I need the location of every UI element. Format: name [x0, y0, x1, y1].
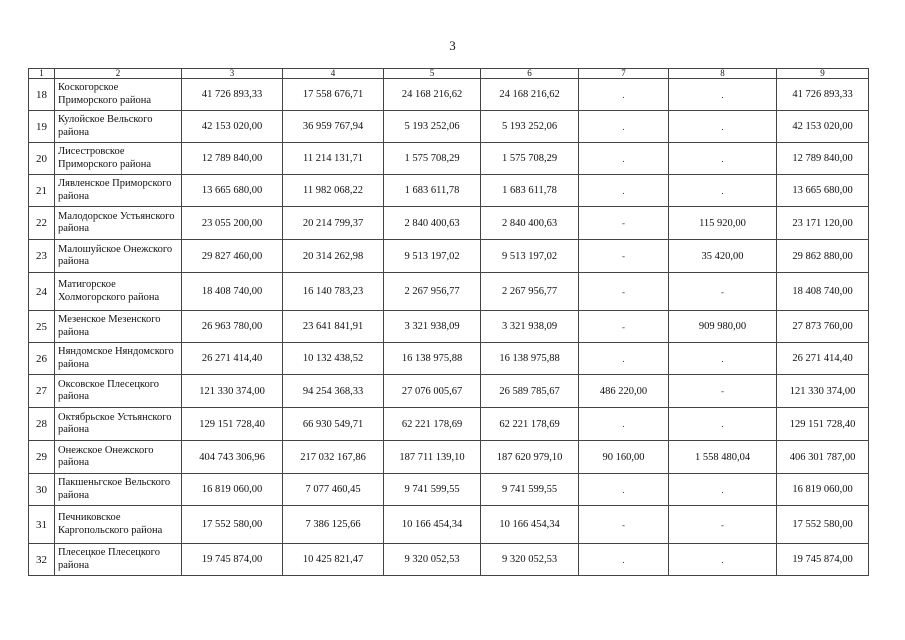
- cell-col-6: 9 320 052,53: [481, 544, 579, 576]
- cell-col-5: 16 138 975,88: [384, 343, 481, 375]
- table-row: [29, 343, 869, 375]
- column-header-3: 3: [182, 69, 283, 79]
- cell-col-4: 16 140 783,23: [283, 273, 384, 311]
- municipality-name: Коскогорское Приморского района: [55, 79, 182, 111]
- municipality-name: Мезенское Мезенского района: [55, 311, 182, 343]
- cell-col-9: 26 271 414,40: [777, 343, 869, 375]
- cell-col-5: 2 267 956,77: [384, 273, 481, 311]
- cell-col-8: .: [669, 408, 777, 441]
- column-header-2: 2: [55, 69, 182, 79]
- cell-col-8: 909 980,00: [669, 311, 777, 343]
- cell-col-9: 42 153 020,00: [777, 111, 869, 143]
- cell-col-5: 27 076 005,67: [384, 375, 481, 408]
- cell-col-6: 3 321 938,09: [481, 311, 579, 343]
- cell-col-5: 3 321 938,09: [384, 311, 481, 343]
- budget-table: [28, 68, 869, 576]
- cell-col-8: .: [669, 143, 777, 175]
- row-number: 26: [29, 343, 55, 375]
- cell-col-7: .: [579, 175, 669, 207]
- municipality-name: Пакшеньгское Вельского района: [55, 474, 182, 506]
- cell-col-4: 11 214 131,71: [283, 143, 384, 175]
- cell-col-4: 217 032 167,86: [283, 441, 384, 474]
- cell-col-3: 12 789 840,00: [182, 143, 283, 175]
- cell-col-6: 26 589 785,67: [481, 375, 579, 408]
- cell-col-9: 41 726 893,33: [777, 79, 869, 111]
- cell-col-8: .: [669, 175, 777, 207]
- cell-col-3: 26 271 414,40: [182, 343, 283, 375]
- cell-col-4: 17 558 676,71: [283, 79, 384, 111]
- table-row: [29, 311, 869, 343]
- cell-col-3: 16 819 060,00: [182, 474, 283, 506]
- cell-col-9: 16 819 060,00: [777, 474, 869, 506]
- row-number: 22: [29, 207, 55, 240]
- cell-col-6: 2 840 400,63: [481, 207, 579, 240]
- municipality-name: Октябрьское Устьянского района: [55, 408, 182, 441]
- row-number: 27: [29, 375, 55, 408]
- cell-col-8: -: [669, 273, 777, 311]
- cell-col-8: .: [669, 79, 777, 111]
- cell-col-8: -: [669, 375, 777, 408]
- cell-col-5: 187 711 139,10: [384, 441, 481, 474]
- table-row: [29, 175, 869, 207]
- page-number: 3: [449, 38, 456, 53]
- cell-col-4: 36 959 767,94: [283, 111, 384, 143]
- column-header-4: 4: [283, 69, 384, 79]
- cell-col-5: 1 575 708,29: [384, 143, 481, 175]
- cell-col-4: 10 132 438,52: [283, 343, 384, 375]
- cell-col-6: 9 513 197,02: [481, 240, 579, 273]
- municipality-name: Онежское Онежского района: [55, 441, 182, 474]
- cell-col-3: 13 665 680,00: [182, 175, 283, 207]
- row-number: 24: [29, 273, 55, 311]
- municipality-name: Лисестровское Приморского района: [55, 143, 182, 175]
- cell-col-6: 9 741 599,55: [481, 474, 579, 506]
- cell-col-5: 10 166 454,34: [384, 506, 481, 544]
- municipality-name: Малодорское Устьянского района: [55, 207, 182, 240]
- row-number: 19: [29, 111, 55, 143]
- cell-col-9: 121 330 374,00: [777, 375, 869, 408]
- cell-col-9: 12 789 840,00: [777, 143, 869, 175]
- cell-col-7: -: [579, 311, 669, 343]
- cell-col-3: 404 743 306,96: [182, 441, 283, 474]
- cell-col-6: 16 138 975,88: [481, 343, 579, 375]
- cell-col-3: 42 153 020,00: [182, 111, 283, 143]
- cell-col-4: 10 425 821,47: [283, 544, 384, 576]
- table-row: [29, 375, 869, 408]
- cell-col-7: .: [579, 343, 669, 375]
- municipality-name: Печниковское Каргопольского района: [55, 506, 182, 544]
- cell-col-7: .: [579, 143, 669, 175]
- cell-col-8: .: [669, 474, 777, 506]
- cell-col-7: .: [579, 111, 669, 143]
- cell-col-5: 2 840 400,63: [384, 207, 481, 240]
- cell-col-6: 24 168 216,62: [481, 79, 579, 111]
- row-number: 23: [29, 240, 55, 273]
- row-number: 30: [29, 474, 55, 506]
- cell-col-3: 17 552 580,00: [182, 506, 283, 544]
- cell-col-7: .: [579, 408, 669, 441]
- cell-col-9: 23 171 120,00: [777, 207, 869, 240]
- row-number: 25: [29, 311, 55, 343]
- cell-col-8: -: [669, 506, 777, 544]
- cell-col-5: 9 513 197,02: [384, 240, 481, 273]
- row-number: 21: [29, 175, 55, 207]
- row-number: 18: [29, 79, 55, 111]
- table-row: [29, 544, 869, 576]
- cell-col-3: 29 827 460,00: [182, 240, 283, 273]
- cell-col-6: 1 575 708,29: [481, 143, 579, 175]
- column-header-6: 6: [481, 69, 579, 79]
- cell-col-8: .: [669, 343, 777, 375]
- cell-col-8: 1 558 480,04: [669, 441, 777, 474]
- cell-col-4: 7 386 125,66: [283, 506, 384, 544]
- cell-col-4: 66 930 549,71: [283, 408, 384, 441]
- column-header-1: 1: [29, 69, 55, 79]
- cell-col-9: 29 862 880,00: [777, 240, 869, 273]
- cell-col-3: 23 055 200,00: [182, 207, 283, 240]
- cell-col-4: 94 254 368,33: [283, 375, 384, 408]
- cell-col-4: 20 214 799,37: [283, 207, 384, 240]
- table-row: [29, 273, 869, 311]
- cell-col-7: 486 220,00: [579, 375, 669, 408]
- cell-col-5: 9 320 052,53: [384, 544, 481, 576]
- cell-col-9: 406 301 787,00: [777, 441, 869, 474]
- cell-col-8: 35 420,00: [669, 240, 777, 273]
- table-row: [29, 506, 869, 544]
- row-number: 32: [29, 544, 55, 576]
- cell-col-3: 18 408 740,00: [182, 273, 283, 311]
- table-row: [29, 207, 869, 240]
- municipality-name: Кулойское Вельского района: [55, 111, 182, 143]
- cell-col-9: 17 552 580,00: [777, 506, 869, 544]
- cell-col-4: 23 641 841,91: [283, 311, 384, 343]
- municipality-name: Няндомское Няндомского района: [55, 343, 182, 375]
- row-number: 29: [29, 441, 55, 474]
- table-row: [29, 441, 869, 474]
- column-number-row: [29, 69, 869, 79]
- column-header-7: 7: [579, 69, 669, 79]
- cell-col-5: 5 193 252,06: [384, 111, 481, 143]
- cell-col-9: 129 151 728,40: [777, 408, 869, 441]
- table-row: [29, 408, 869, 441]
- table-row: [29, 474, 869, 506]
- cell-col-6: 62 221 178,69: [481, 408, 579, 441]
- table-body: [29, 79, 869, 576]
- cell-col-4: 20 314 262,98: [283, 240, 384, 273]
- cell-col-7: .: [579, 544, 669, 576]
- table-row: [29, 143, 869, 175]
- cell-col-3: 121 330 374,00: [182, 375, 283, 408]
- cell-col-6: 2 267 956,77: [481, 273, 579, 311]
- table-row: [29, 79, 869, 111]
- municipality-name: Плесецкое Плесецкого района: [55, 544, 182, 576]
- cell-col-8: .: [669, 544, 777, 576]
- municipality-name: Матигорское Холмогорского района: [55, 273, 182, 311]
- cell-col-5: 9 741 599,55: [384, 474, 481, 506]
- row-number: 31: [29, 506, 55, 544]
- column-header-8: 8: [669, 69, 777, 79]
- cell-col-4: 7 077 460,45: [283, 474, 384, 506]
- cell-col-3: 129 151 728,40: [182, 408, 283, 441]
- table-row: [29, 240, 869, 273]
- row-number: 28: [29, 408, 55, 441]
- cell-col-8: 115 920,00: [669, 207, 777, 240]
- municipality-name: Малошуйское Онежского района: [55, 240, 182, 273]
- municipality-name: Лявленское Приморского района: [55, 175, 182, 207]
- cell-col-7: .: [579, 79, 669, 111]
- cell-col-5: 24 168 216,62: [384, 79, 481, 111]
- cell-col-3: 19 745 874,00: [182, 544, 283, 576]
- cell-col-7: -: [579, 207, 669, 240]
- cell-col-3: 41 726 893,33: [182, 79, 283, 111]
- cell-col-9: 27 873 760,00: [777, 311, 869, 343]
- cell-col-4: 11 982 068,22: [283, 175, 384, 207]
- cell-col-9: 13 665 680,00: [777, 175, 869, 207]
- cell-col-7: 90 160,00: [579, 441, 669, 474]
- cell-col-5: 62 221 178,69: [384, 408, 481, 441]
- table-row: [29, 111, 869, 143]
- cell-col-9: 19 745 874,00: [777, 544, 869, 576]
- cell-col-7: -: [579, 273, 669, 311]
- cell-col-5: 1 683 611,78: [384, 175, 481, 207]
- row-number: 20: [29, 143, 55, 175]
- municipality-name: Оксовское Плесецкого района: [55, 375, 182, 408]
- cell-col-9: 18 408 740,00: [777, 273, 869, 311]
- cell-col-3: 26 963 780,00: [182, 311, 283, 343]
- cell-col-6: 187 620 979,10: [481, 441, 579, 474]
- column-header-9: 9: [777, 69, 869, 79]
- column-header-5: 5: [384, 69, 481, 79]
- cell-col-8: .: [669, 111, 777, 143]
- cell-col-6: 1 683 611,78: [481, 175, 579, 207]
- cell-col-7: -: [579, 506, 669, 544]
- cell-col-6: 10 166 454,34: [481, 506, 579, 544]
- cell-col-7: .: [579, 474, 669, 506]
- cell-col-7: -: [579, 240, 669, 273]
- cell-col-6: 5 193 252,06: [481, 111, 579, 143]
